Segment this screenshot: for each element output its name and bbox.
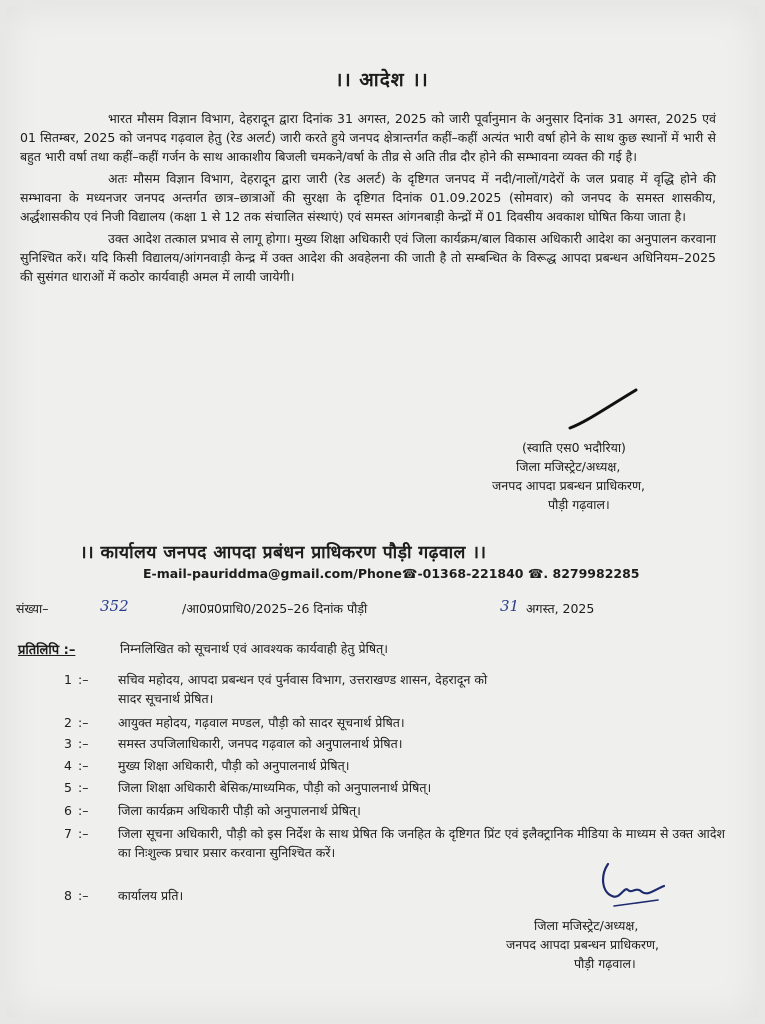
reference-number: 352 [100,597,129,615]
order-paragraph-2: अतः मौसम विज्ञान विभाग, देहरादून द्वारा जारी (रेड अलर्ट) के दृष्टिगत जनपद में नदी/नालों/गदेरों के जल प्रवाह में वृद्धि होने की सम्भावना के मध्यनजर जनपद अन्तर्गत छात्र–छात्राओं की सुरक्षा के दृष्टिगत दिनांक 01.09.2025 (सोमवार) को जनपद के समस्त शासकीय, अर्द्धशासकीय एवं निजी विद्यालय (कक्षा 1 से 12 तक संचालित संस्थाएं) एवं समस्त आंगनबाड़ी केन्द्रों में 01 दिवसीय अवकाश घोषित किया जाता है। [20,171,716,224]
copy-item-number: 5 [64,780,72,795]
copy-item-text: जिला सूचना अधिकारी, पौड़ी को इस निर्देश के साथ प्रेषित कि जनहित के दृष्टिगत प्रिंट एवं इलैक्ट्रानिक मीडिया के माध्यम से उक्त आदेश का निःशुल्क प्रचार प्रसार करवाना सुनिश्चित करें। [118,826,725,860]
copy-item-separator: :– [78,736,89,751]
document-page [6,6,758,1018]
copy-item-number: 6 [64,803,72,818]
signature-block-1 [492,438,742,514]
copy-item-separator: :– [78,672,89,687]
office-heading: ।। कार्यालय जनपद आपदा प्रबंधन प्राधिकरण पौड़ी गढ़वाल ।। [80,543,487,563]
copy-item-separator: :– [78,803,89,818]
signatory-place: पौड़ी गढ़वाल। [548,497,610,512]
copy-item-separator: :– [78,826,89,841]
signatory-name: (स्वाति एस0 भदौरिया) [522,440,626,455]
copy-item-number: 1 [64,672,72,687]
copy-item-number: 2 [64,715,72,730]
copy-label: प्रतिलिपि :– [18,643,76,658]
order-body [20,109,716,289]
order-title: ।। आदेश ।। [335,69,429,91]
copy-item-text: मुख्य शिक्षा अधिकारी, पौड़ी को अनुपालनार्थ प्रेषित्। [118,758,350,773]
reference-label: संख्या– [16,601,49,616]
copy-item-text: जिला शिक्षा अधिकारी बेसिक/माध्यमिक, पौड़ी को अनुपालनार्थ प्रेषित्। [118,780,432,795]
signatory-designation: जिला मजिस्ट्रेट/अध्यक्ष, [534,918,639,933]
copy-item-text: जिला कार्यक्रम अधिकारी पौड़ी को अनुपालनार्थ प्रेषित्। [118,803,361,818]
copy-item-separator: :– [78,758,89,773]
reference-month-year: अगस्त, 2025 [526,601,595,616]
copy-item-number: 3 [64,736,72,751]
copy-item-separator: :– [78,780,89,795]
copy-item-number: 4 [64,758,72,773]
copy-item-number: 7 [64,826,72,841]
copy-item-separator: :– [78,715,89,730]
reference-code: /आ0प्र0प्राधि0/2025–26 दिनांक पौड़ी [182,601,368,616]
copy-item-text: सादर सूचनार्थ प्रेषित। [118,691,214,706]
copy-item-text: कार्यालय प्रति। [118,888,184,903]
signature-scribble [566,384,646,434]
signatory-place: पौड़ी गढ़वाल। [574,956,636,971]
signatory-authority: जनपद आपदा प्रबन्धन प्राधिकरण, [492,478,645,493]
signature-block-2 [506,916,756,973]
reference-day: 31 [500,597,520,615]
signatory-authority: जनपद आपदा प्रबन्धन प्राधिकरण, [506,937,659,952]
copy-intro: निम्नलिखित को सूचनार्थ एवं आवश्यक कार्यवाही हेतु प्रेषित्। [120,641,388,656]
order-paragraph-3: उक्त आदेश तत्काल प्रभाव से लागू होगा। मुख्य शिक्षा अधिकारी एवं जिला कार्यक्रम/बाल विकास अधिकारी आदेश का अनुपालन करवाना सुनिश्चित करें। यदि किसी विद्यालय/आंगनवाड़ी केन्द्र में उक्त आदेश की अवहेलना की जाती है तो सम्बन्धित के विरूद्ध आपदा प्रबन्धन अधिनियम–2025 की सुसंगत धाराओं में कठोर कार्यवाही अमल में लायी जायेगी। [20,231,716,284]
copy-item-text: समस्त उपजिलाधिकारी, जनपद गढ़वाल को अनुपालनार्थ प्रेषित। [118,736,403,751]
office-contact: E-mail-pauriddma@gmail.com/Phone☎-01368-221840 ☎. 8279982285 [143,566,640,581]
copy-item-number: 8 [64,888,72,903]
order-paragraph-1: भारत मौसम विज्ञान विभाग, देहरादून द्वारा दिनांक 31 अगस्त, 2025 को जारी पूर्वानुमान के अनुसार दिनांक 31 अगस्त, 2025 एवं 01 सितम्बर, 2025 को जनपद गढ़वाल हेतु (रेड अलर्ट) जारी करते हुये जनपद क्षेत्रान्तर्गत कहीं–कहीं अत्यंत भारी वर्षा होने के साथ कुछ स्थानों में भारी से बहुत भारी वर्षा तथा कहीं–कहीं गर्जन के साथ आकाशीय बिजली चमकने/वर्षा के तीव्र से अति तीव्र दौर होने की सम्भावना व्यक्त की गई है। [20,111,716,164]
copy-item-text: आयुक्त महोदय, गढ़वाल मण्डल, पौड़ी को सादर सूचनार्थ प्रेषित। [118,715,405,730]
copy-item-text: सचिव महोदय, आपदा प्रबन्धन एवं पुर्नवास विभाग, उत्तराखण्ड शासन, देहरादून को [118,672,488,687]
signature-scribble [594,856,674,916]
signatory-designation: जिला मजिस्ट्रेट/अध्यक्ष, [516,459,621,474]
copy-item-1-cont [118,689,718,708]
copy-item-separator: :– [78,888,89,903]
